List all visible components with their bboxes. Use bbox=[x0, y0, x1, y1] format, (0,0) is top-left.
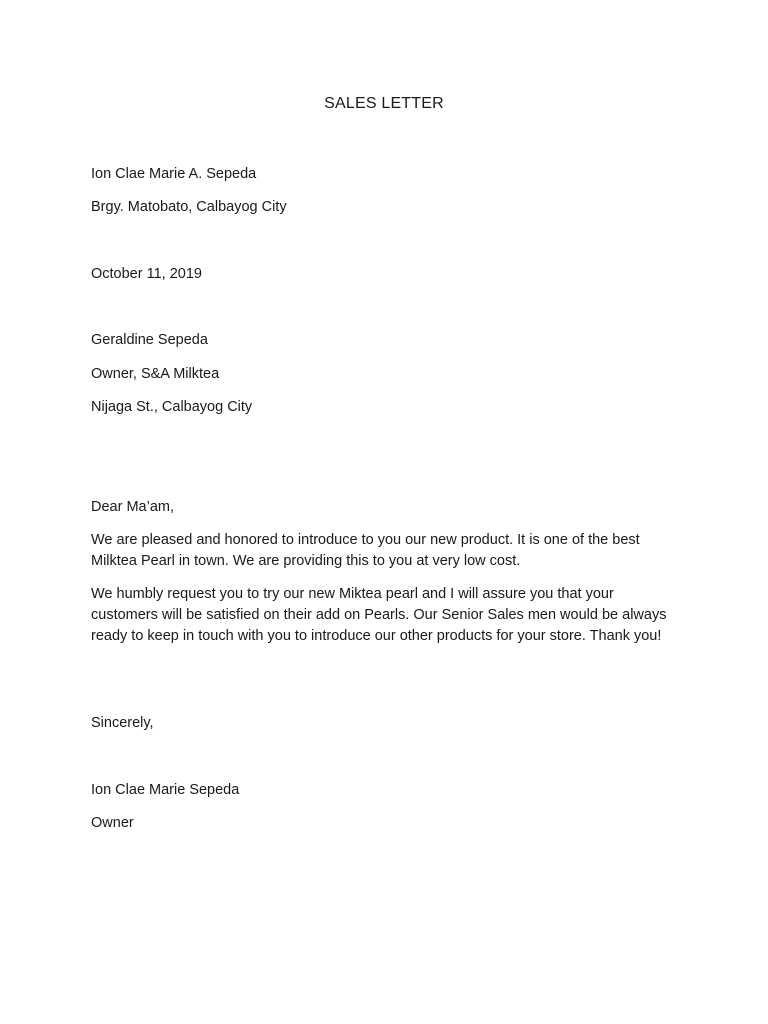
body-paragraph-2: We humbly request you to try our new Miktea pearl and I will assure you that your customers will be satisfied on their add on Pearls. Our Senior Sales men would be always ready to keep in touch with you to introduce our other products for your store. Thank you! bbox=[91, 586, 667, 644]
letter-date: October 11, 2019 bbox=[91, 266, 202, 282]
signature-name: Ion Clae Marie Sepeda bbox=[91, 782, 240, 798]
signature-title: Owner bbox=[91, 815, 134, 831]
body-paragraph-1: We are pleased and honored to introduce to you our new product. It is one of the best Milktea Pearl in town. We are providing this to you at very low cost. bbox=[91, 532, 640, 569]
recipient-position: Owner, S&A Milktea bbox=[91, 366, 220, 382]
salutation: Dear Ma’am, bbox=[91, 499, 174, 515]
sender-name: Ion Clae Marie A. Sepeda bbox=[91, 166, 257, 182]
letter-title: SALES LETTER bbox=[324, 95, 444, 112]
recipient-name: Geraldine Sepeda bbox=[91, 332, 208, 348]
sender-address: Brgy. Matobato, Calbayog City bbox=[91, 199, 287, 215]
recipient-address: Nijaga St., Calbayog City bbox=[91, 399, 253, 415]
closing: Sincerely, bbox=[91, 715, 154, 731]
